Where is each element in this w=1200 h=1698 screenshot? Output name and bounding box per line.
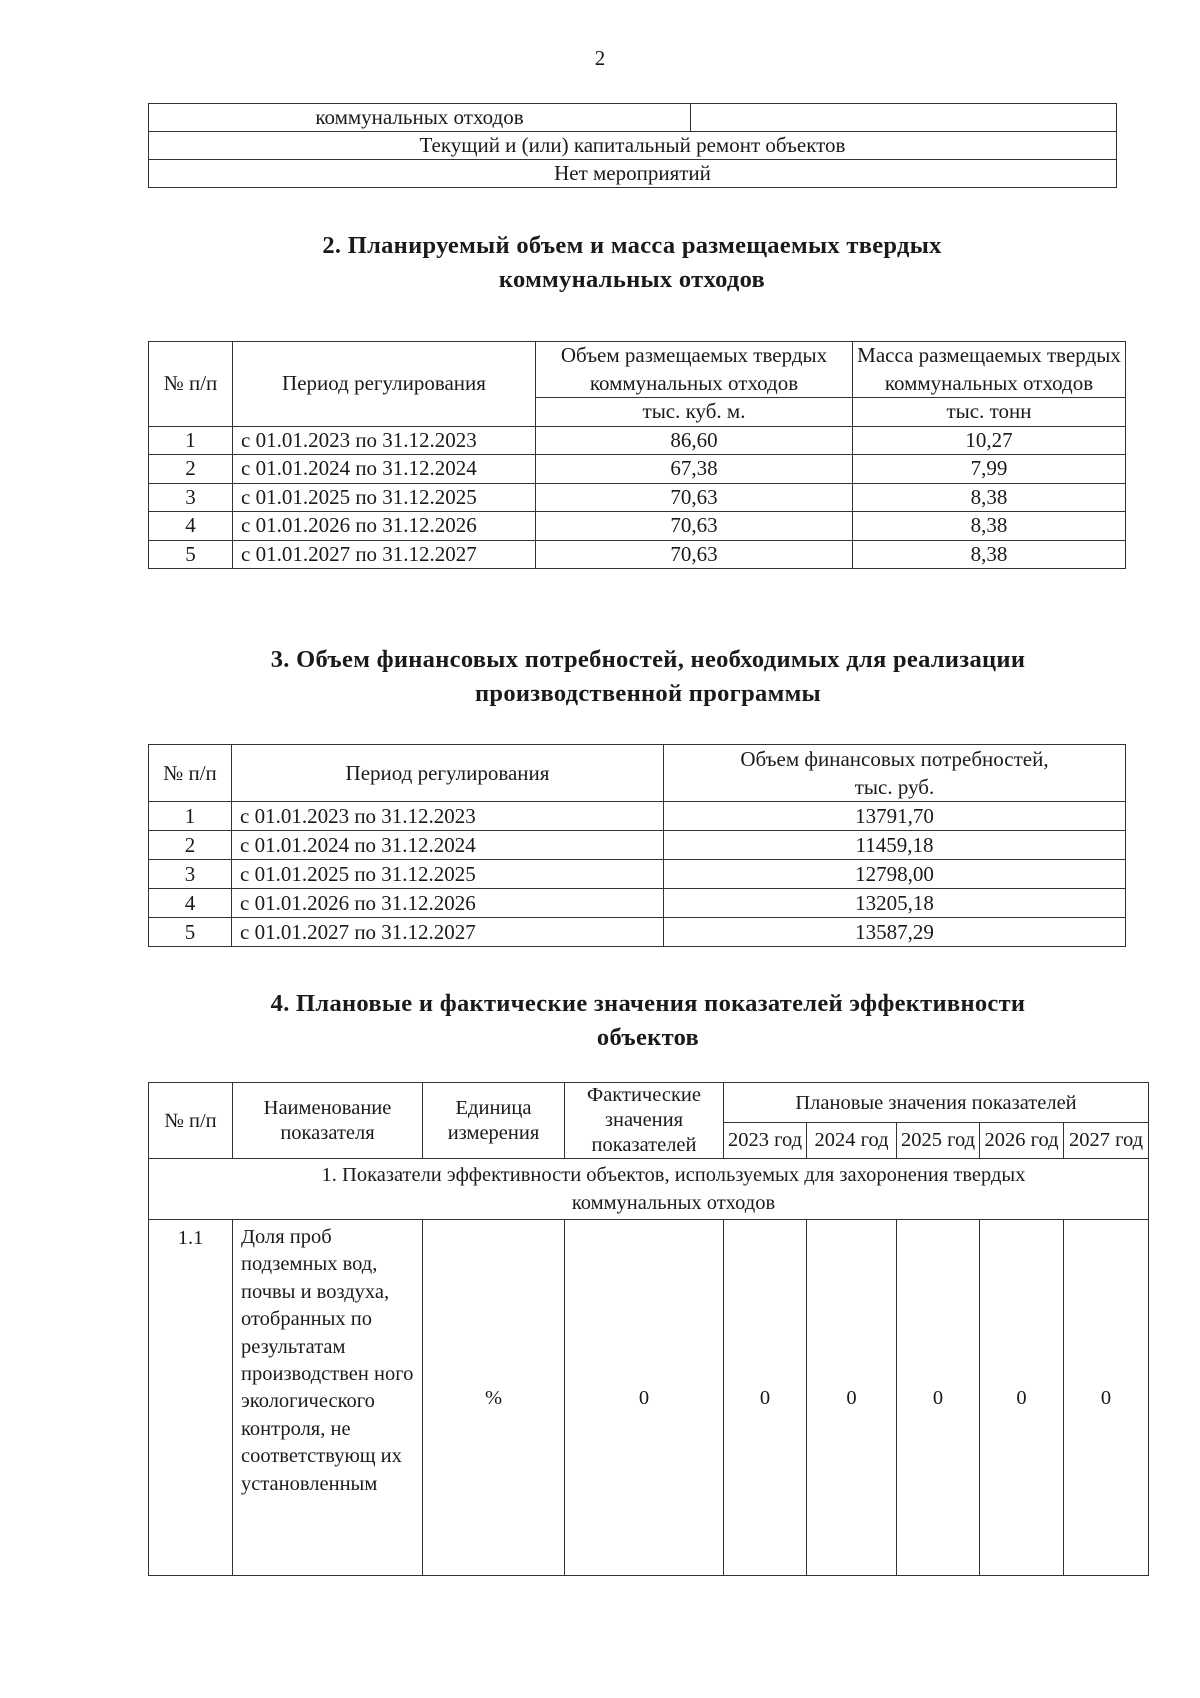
title-line: 2. Планируемый объем и масса размещаемых твердых	[322, 232, 942, 259]
table-row	[149, 132, 1117, 160]
header-year: 2025 год	[897, 1123, 980, 1159]
header-amount-unit: тыс. руб.	[854, 775, 935, 799]
table-row	[149, 831, 1126, 860]
table-row	[149, 426, 1126, 455]
table-row	[149, 889, 1126, 918]
group-row	[149, 1159, 1149, 1220]
cell-num: 5	[149, 918, 232, 947]
table-row	[149, 160, 1117, 188]
cell-period: с 01.01.2025 по 31.12.2025	[232, 860, 664, 889]
cell-unit: %	[423, 1220, 565, 1576]
table-row	[149, 860, 1126, 889]
cell-period: с 01.01.2023 по 31.12.2023	[232, 802, 664, 831]
table-row	[149, 918, 1126, 947]
table-header-row	[149, 745, 1126, 802]
header-period: Период регулирования	[232, 745, 664, 802]
section-4-title	[148, 987, 1148, 1055]
cell-plan-2023: 0	[724, 1220, 807, 1576]
header-year: 2027 год	[1064, 1123, 1149, 1159]
table-row	[149, 512, 1126, 541]
cell-volume: 70,63	[536, 483, 853, 512]
cell-period: с 01.01.2027 по 31.12.2027	[232, 918, 664, 947]
waste-volume-table	[148, 341, 1126, 569]
page-number: 2	[594, 46, 606, 70]
header-amount-line: Объем финансовых потребностей,	[740, 747, 1049, 771]
efficiency-indicators-table	[148, 1082, 1149, 1576]
cell-amount: 12798,00	[664, 860, 1126, 889]
table-row	[149, 104, 1117, 132]
title-line: коммунальных отходов	[498, 266, 766, 293]
header-mass-unit: тыс. тонн	[853, 398, 1126, 427]
cell-period: с 01.01.2025 по 31.12.2025	[233, 483, 536, 512]
title-line: 4. Плановые и фактические значения показателей эффективности	[270, 990, 1026, 1017]
header-year: 2023 год	[724, 1123, 807, 1159]
cell-amount: 13587,29	[664, 918, 1126, 947]
table-row	[149, 1220, 1149, 1576]
header-name: Наименование показателя	[233, 1083, 423, 1159]
cell-plan-2026: 0	[980, 1220, 1064, 1576]
table-cell: коммунальных отходов	[149, 104, 691, 132]
header-amount	[664, 745, 1126, 802]
header-num: № п/п	[149, 342, 233, 427]
cell-period: с 01.01.2026 по 31.12.2026	[232, 889, 664, 918]
header-period: Период регулирования	[233, 342, 536, 427]
cell-volume: 70,63	[536, 540, 853, 569]
cell-plan-2024: 0	[807, 1220, 897, 1576]
cell-plan-2025: 0	[897, 1220, 980, 1576]
continued-table	[148, 103, 1117, 188]
cell-num: 5	[149, 540, 233, 569]
cell-plan-2027: 0	[1064, 1220, 1149, 1576]
cell-num: 4	[149, 512, 233, 541]
header-num: № п/п	[149, 745, 232, 802]
cell-period: с 01.01.2024 по 31.12.2024	[232, 831, 664, 860]
header-num: № п/п	[149, 1083, 233, 1159]
cell-period: с 01.01.2027 по 31.12.2027	[233, 540, 536, 569]
cell-volume: 86,60	[536, 426, 853, 455]
cell-period: с 01.01.2026 по 31.12.2026	[233, 512, 536, 541]
cell-period: с 01.01.2023 по 31.12.2023	[233, 426, 536, 455]
cell-amount: 13791,70	[664, 802, 1126, 831]
header-volume: Объем размещаемых твердых коммунальных отходов	[536, 342, 853, 398]
section-2-title	[148, 229, 1116, 297]
table-cell: Нет мероприятий	[149, 160, 1117, 188]
cell-period: с 01.01.2024 по 31.12.2024	[233, 455, 536, 484]
header-actual: Фактические значения показателей	[565, 1083, 724, 1159]
table-row	[149, 455, 1126, 484]
table-header-row	[149, 1083, 1149, 1123]
cell-num: 4	[149, 889, 232, 918]
header-year: 2024 год	[807, 1123, 897, 1159]
table-cell: Текущий и (или) капитальный ремонт объектов	[149, 132, 1117, 160]
header-unit: Единица измерения	[423, 1083, 565, 1159]
cell-indicator-name: Доля проб подземных вод, почвы и воздуха, отобранных по результатам производствен ного экологического контроля, не соответствующ их установленным	[233, 1220, 423, 1576]
cell-num: 1	[149, 802, 232, 831]
table-cell	[691, 104, 1117, 132]
cell-mass: 10,27	[853, 426, 1126, 455]
header-volume-unit: тыс. куб. м.	[536, 398, 853, 427]
table-row	[149, 483, 1126, 512]
table-row	[149, 540, 1126, 569]
section-3-title	[148, 643, 1148, 711]
table-header-row	[149, 342, 1126, 398]
table-row	[149, 802, 1126, 831]
header-planned: Плановые значения показателей	[724, 1083, 1149, 1123]
cell-amount: 11459,18	[664, 831, 1126, 860]
title-line: 3. Объем финансовых потребностей, необходимых для реализации	[270, 646, 1026, 673]
header-year: 2026 год	[980, 1123, 1064, 1159]
cell-num: 2	[149, 455, 233, 484]
cell-volume: 70,63	[536, 512, 853, 541]
cell-mass: 8,38	[853, 483, 1126, 512]
cell-num: 1	[149, 426, 233, 455]
cell-num: 3	[149, 860, 232, 889]
cell-num: 1.1	[149, 1220, 233, 1576]
cell-volume: 67,38	[536, 455, 853, 484]
group-heading: 1. Показатели эффективности объектов, используемых для захоронения твердых коммунальных отходов	[149, 1159, 1149, 1220]
cell-amount: 13205,18	[664, 889, 1126, 918]
title-line: объектов	[596, 1024, 700, 1051]
cell-mass: 8,38	[853, 540, 1126, 569]
cell-actual: 0	[565, 1220, 724, 1576]
title-line: производственной программы	[475, 680, 821, 707]
cell-mass: 8,38	[853, 512, 1126, 541]
cell-mass: 7,99	[853, 455, 1126, 484]
header-mass: Масса размещаемых твердых коммунальных отходов	[853, 342, 1126, 398]
financial-needs-table	[148, 744, 1126, 947]
cell-num: 2	[149, 831, 232, 860]
cell-num: 3	[149, 483, 233, 512]
